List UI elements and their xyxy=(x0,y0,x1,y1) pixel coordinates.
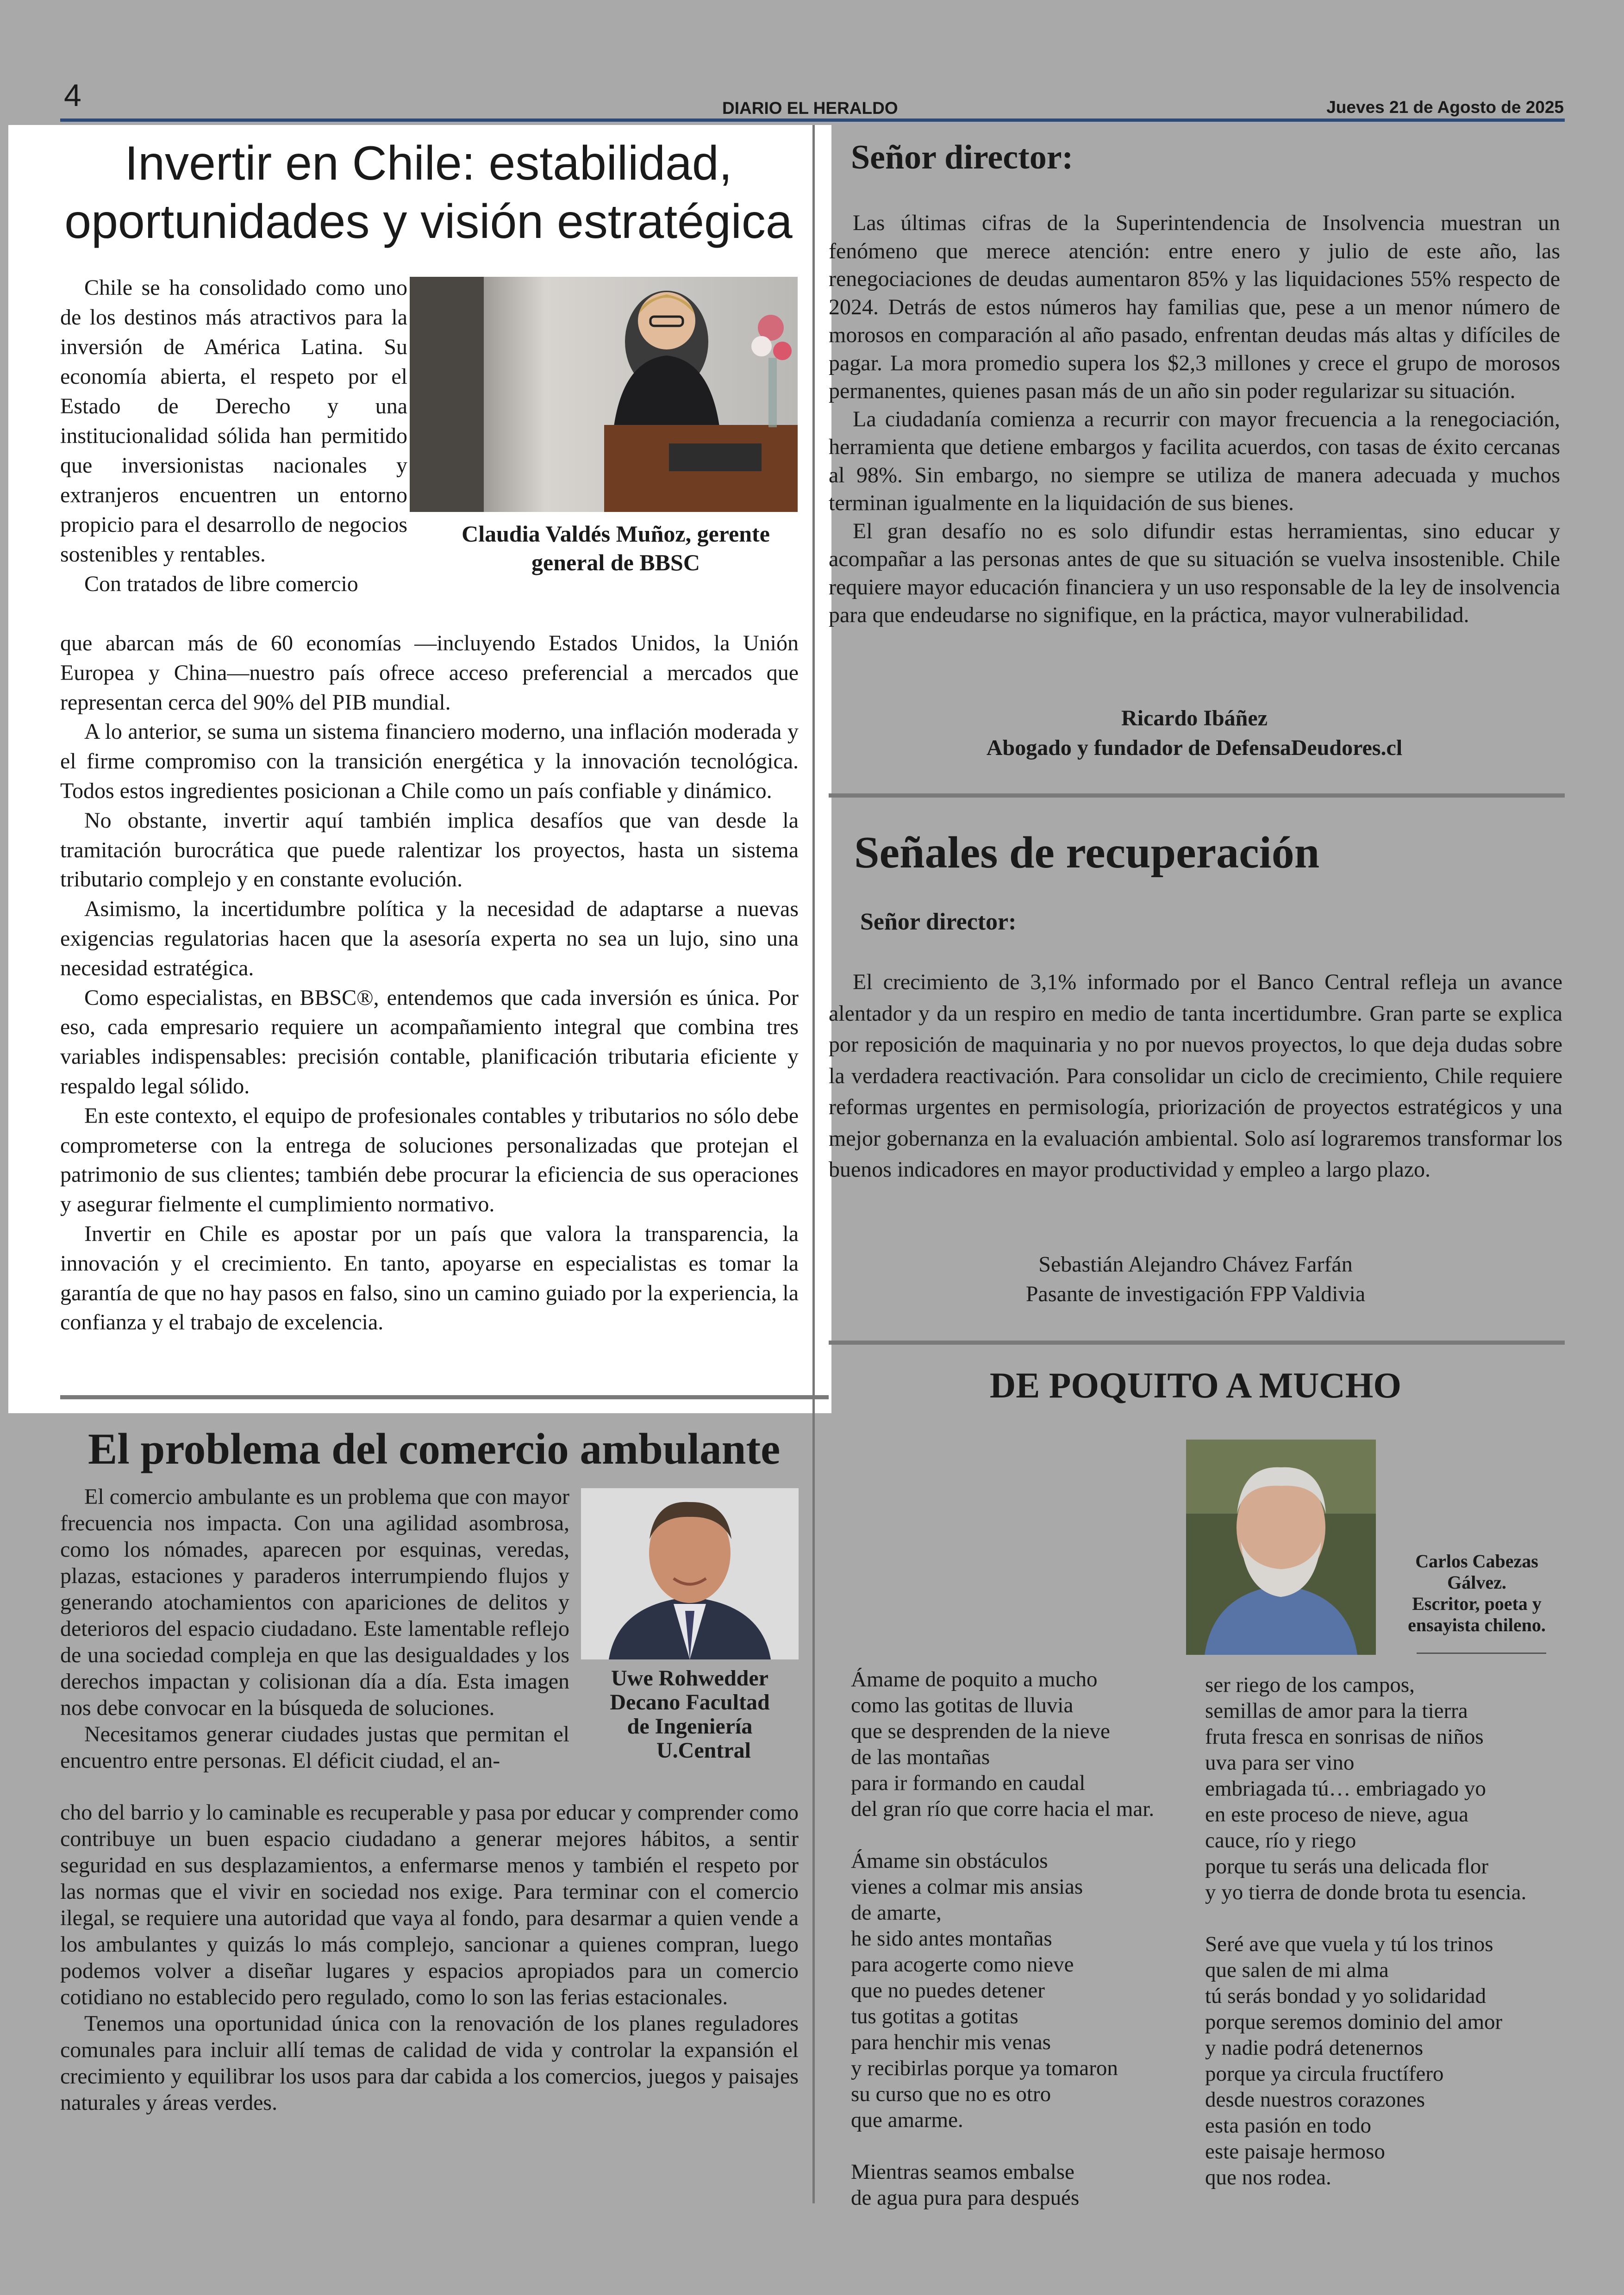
poet-bio: Escritor, poeta y xyxy=(1412,1593,1542,1614)
letter2-body xyxy=(829,967,1562,1185)
newspaper-name: DIARIO EL HERALDO xyxy=(722,99,898,118)
header-rule xyxy=(60,118,1565,122)
paragraph: Chile se ha consolidado como uno de los destinos más atractivos para la inversión de América Latina. Su economía abierta, el respeto por el Estado de Derecho y una institucionalidad sólida han permitido que inversionistas nacionales y extranjeros encuentren un entorno propicio para el desarrollo de negocios sostenibles y rentables. xyxy=(60,275,407,567)
dean-role: Decano Facultad xyxy=(610,1690,770,1715)
paragraph: Como especialistas, en BBSC®, entendemos que cada inversión es única. Por eso, cada empresario requiere un acompañamiento integral que combina tres variables indispensables: precisión contable, planificación tributaria eficiente y respaldo legal sólido. xyxy=(60,985,799,1098)
article-street-commerce-intro xyxy=(60,1484,569,1774)
paragraph: El gran desafío no es solo difundir estas herramientas, sino educar y acompañar a las personas antes de que su situación se vuelva insostenible. Chile requiere mayor educación financiera y un uso responsable de la ley de insolvencia para que endeudarse no signifique, en la práctica, mayor vulnerabilidad. xyxy=(829,518,1560,627)
signature-title: Pasante de investigación FPP Valdivia xyxy=(1025,1282,1366,1306)
paragraph: A lo anterior, se suma un sistema financiero moderno, una inflación moderada y el firme compromiso con la transición energética y la innovación tecnológica. Todos estos ingredientes posicionan a Chile como un país confiable y dinámico. xyxy=(60,719,799,803)
poet-name: Gálvez. xyxy=(1447,1572,1506,1593)
article-street-commerce-body xyxy=(60,1799,799,2116)
dean-photo xyxy=(581,1488,799,1659)
poet-name: Carlos Cabezas xyxy=(1415,1551,1538,1572)
paragraph: que abarcan más de 60 economías —incluyendo Estados Unidos, la Unión Europea y China—nuestro país ofrece acceso preferencial a mercados que representan cerca del 90% del PIB mundial. xyxy=(60,631,799,715)
dean-name: Uwe Rohwedder xyxy=(611,1666,768,1690)
letter1-signature xyxy=(829,704,1560,763)
article-investment-intro xyxy=(60,273,407,599)
poem-right-column: ser riego de los campos, semillas de amor para la tierra fruta fresca en sonrisas de niños uva para ser vino embriagada tú… embriagado yo en este proceso de nieve, agua cauce, río y riego porque tu serás una delicada flor y yo tierra de donde brota tu esencia. Seré ave que vuela y tú los trinos que salen de mi alma tú serás bondad y yo solidaridad porque seremos dominio del amor y nadie podrá detenernos porque ya circula fructífero desde nuestros corazones esta pasión en todo este paisaje hermoso que nos rodea. xyxy=(1205,1673,1527,2189)
article-investment-body xyxy=(60,629,799,1337)
dean-photo-caption xyxy=(581,1666,799,1763)
paragraph: Asimismo, la incertidumbre política y la necesidad de adaptarse a nuevas exigencias regulatorias hacen que la asesoría experta no sea un lujo, sino una necesidad estratégica. xyxy=(60,897,799,980)
section-divider xyxy=(60,1395,829,1399)
letter2-heading: Señor director: xyxy=(860,909,1017,935)
letter1-heading: Señor director: xyxy=(851,138,1074,176)
dean-institution: U.Central xyxy=(656,1738,751,1763)
letter2-signature xyxy=(829,1250,1562,1309)
poet-caption xyxy=(1393,1551,1560,1636)
issue-date: Jueves 21 de Agosto de 2025 xyxy=(1326,98,1564,117)
poet-bio: ensayista chileno. xyxy=(1408,1615,1546,1635)
poet-photo xyxy=(1186,1440,1376,1655)
paragraph: En este contexto, el equipo de profesionales contables y tributarios no sólo debe comprometerse con la entrega de soluciones personalizadas que protejan el patrimonio de sus clientes; también debe procurar la eficiencia de sus operaciones y asegurar fielmente el cumplimiento normativo. xyxy=(60,1103,799,1217)
paragraph: La ciudadanía comienza a recurrir con mayor frecuencia a la renegociación, herramienta que detiene embargos y facilita acuerdos, con tasas de éxito cercanas al 98%. Sin embargo, no siempre se utiliza de manera adecuada y muchos terminan igualmente en la liquidación de sus bienes. xyxy=(829,406,1560,515)
article-investment xyxy=(59,134,798,251)
signature-name: Ricardo Ibáñez xyxy=(1121,706,1268,730)
column-divider xyxy=(812,125,815,2203)
article-title-line: oportunidades y visión estratégica xyxy=(64,195,793,249)
letter2-title: Señales de recuperación xyxy=(854,828,1320,878)
paragraph: Las últimas cifras de la Superintendencia de Insolvencia muestran un fenómeno que merece atención: entre enero y julio de este año, las renegociaciones de deudas aumentaron 85% y las liquidaciones 55% respecto de 2024. Detrás de estos números hay familias que, pese a un menor número de morosos en comparación al año pasado, enfrentan deudas más altas y difíciles de pagar. La mora promedio supera los $2,3 millones y crece el grupo de morosos permanentes, quienes pasan más de un año sin poder regularizar su situación. xyxy=(829,211,1560,403)
executive-photo xyxy=(410,277,798,512)
signature-name: Sebastián Alejandro Chávez Farfán xyxy=(1038,1252,1353,1277)
page-number: 4 xyxy=(64,78,81,113)
paragraph: cho del barrio y lo caminable es recuperable y pasa por educar y comprender como contribuye un buen espacio ciudadano a generar mejores hábitos, a sentir seguridad en sus desplazamientos, a enfermarse menos y también el respeto por las normas que el vivir en sociedad nos exige. Para terminar con el comercio ilegal, se requiere una autoridad que vaya al fondo, para desarmar a quien vende a los ambulantes y quizás lo más complejo, sancionar a quienes compran, luego podemos volver a diseñar lugares y espacios apropiados para un comercio cotidiano no establecido pero regulado, como lo son las ferias estacionales. xyxy=(60,1800,799,2009)
article-street-commerce-title: El problema del comercio ambulante xyxy=(88,1424,781,1473)
poet-caption-rule xyxy=(1417,1653,1546,1654)
executive-photo-caption: Claudia Valdés Muñoz, gerente general de BBSC xyxy=(462,521,770,575)
poem-left-column: Ámame de poquito a mucho como las gotitas de lluvia que se desprenden de la nieve de las montañas para ir formando en caudal del gran río que corre hacia el mar. Ámame sin obstáculos vienes a colmar mis ansias de amarte, he sido antes montañas para acogerte como nieve que no puedes detener tus gotitas a gotitas para henchir mis venas y recibirlas porque ya tomaron su curso que no es otro que amarme. Mientras seamos embalse de agua pura para después xyxy=(851,1667,1155,2210)
paragraph: Invertir en Chile es apostar por un país que valora la transparencia, la innovación y el crecimiento. En tanto, apoyarse en especialistas es tomar la garantía de que no hay pasos en falso, sino un camino guiado por la experiencia, la confianza y el trabajo de excelencia. xyxy=(60,1221,799,1335)
paragraph: Tenemos una oportunidad única con la renovación de los planes reguladores comunales para incluir allí temas de calidad de vida y controlar la expansión el crecimiento y equilibrar los usos para dar cabida a los comercios, juegos y paisajes naturales y áreas verdes. xyxy=(60,2011,799,2115)
signature-title: Abogado y fundador de DefensaDeudores.cl xyxy=(986,736,1403,760)
paragraph: No obstante, invertir aquí también implica desafíos que van desde la tramitación burocrática que puede ralentizar los proyectos, hasta un sistema tributario complejo y en constante evolución. xyxy=(60,808,799,892)
paragraph: El crecimiento de 3,1% informado por el Banco Central refleja un avance alentador y da un respiro en medio de tanta incertidumbre. Gran parte se explica por reposición de maquinaria y no por nuevos proyectos, lo que deja dudas sobre la verdadera reactivación. Para consolidar un ciclo de crecimiento, Chile requiere reformas urgentes en permisología, priorización de proyectos estratégicos y una mejor gobernanza en la evaluación ambiental. Solo así lograremos transformar los buenos indicadores en mayor productividad y empleo a largo plazo. xyxy=(829,970,1562,1182)
poem-section-title: DE POQUITO A MUCHO xyxy=(989,1365,1402,1405)
article-title xyxy=(59,134,798,251)
paragraph: Con tratados de libre comercio xyxy=(84,572,358,596)
section-divider xyxy=(829,793,1565,798)
paragraph: Necesitamos generar ciudades justas que permitan el encuentro entre personas. El déficit ciudad, el an- xyxy=(60,1722,569,1773)
letter1-body xyxy=(829,209,1560,630)
dean-role: de Ingeniería xyxy=(627,1714,753,1739)
paragraph: El comercio ambulante es un problema que con mayor frecuencia nos impacta. Con una agilidad asombrosa, como los nómades, aparecen por esquinas, veredas, plazas, estaciones y paraderos interrumpiendo flujos y generando atochamientos con apariciones de delitos y deterioros del espacio ciudadano. Este lamentable reflejo de una sociedad compleja en que las desigualdades y los derechos impactan y colisionan día a día. Esta imagen nos debe convocar en la búsqueda de soluciones. xyxy=(60,1484,569,1720)
section-divider xyxy=(829,1341,1565,1345)
article-title-line: Invertir en Chile: estabilidad, xyxy=(125,137,732,190)
